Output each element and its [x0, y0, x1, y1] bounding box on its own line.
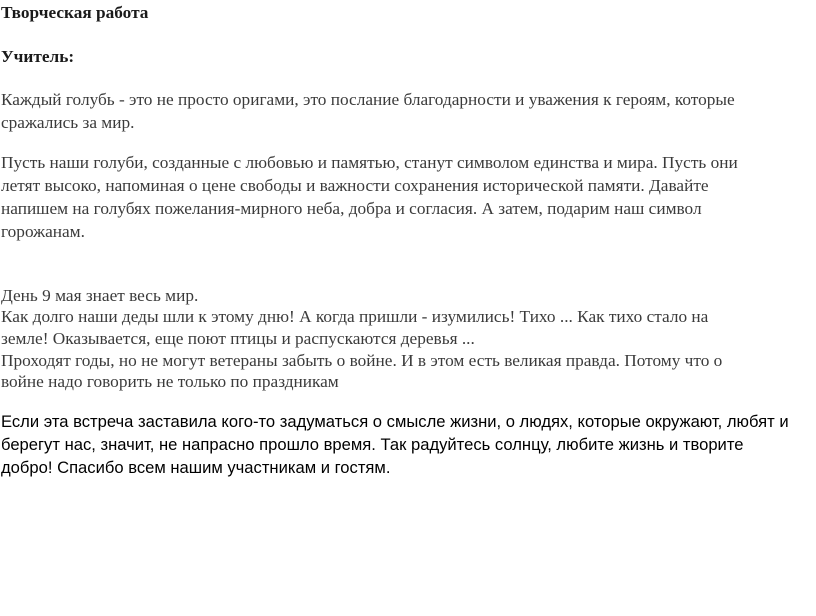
document-title: Творческая работа — [1, 3, 149, 22]
paragraph-4-line-2: берегут нас, значит, не напрасно прошло время. Так радуйтесь солнцу, любите жизнь и творите — [1, 435, 744, 454]
paragraph-3-line-4: Проходят годы, но не могут ветераны забыть о войне. И в этом есть великая правда. Потому что о — [1, 351, 723, 370]
paragraph-4-line-1: Если эта встреча заставила кого-то задуматься о смысле жизни, о людях, которые окружают, любят и — [1, 412, 789, 431]
paragraph-3-line-3: земле! Оказывается, еще поют птицы и распускаются деревья ... — [1, 329, 475, 348]
teacher-label: Учитель: — [1, 47, 75, 66]
paragraph-4-line-3: добро! Спасибо всем нашим участникам и гостям. — [1, 458, 391, 477]
paragraph-2-line-3: напишем на голубях пожелания-мирного неба, добра и согласия. А затем, подарим наш символ — [1, 199, 702, 218]
paragraph-3-line-2: Как долго наши деды шли к этому дню! А когда пришли - изумились! Тихо ... Как тихо стало на — [1, 307, 709, 326]
paragraph-1-line-1: Каждый голубь - это не просто оригами, это послание благодарности и уважения к героям, которые — [1, 90, 735, 109]
paragraph-2-line-2: летят высоко, напоминая о цене свободы и важности сохранения исторической памяти. Давайте — [1, 176, 709, 195]
paragraph-3-line-1: День 9 мая знает весь мир. — [1, 286, 199, 305]
paragraph-1-line-2: сражались за мир. — [1, 113, 135, 132]
paragraph-3-line-5: войне надо говорить не только по праздникам — [1, 372, 339, 391]
paragraph-2-line-1: Пусть наши голуби, созданные с любовью и памятью, станут символом единства и мира. Пусть они — [1, 153, 738, 172]
paragraph-2-line-4: горожанам. — [1, 222, 85, 241]
